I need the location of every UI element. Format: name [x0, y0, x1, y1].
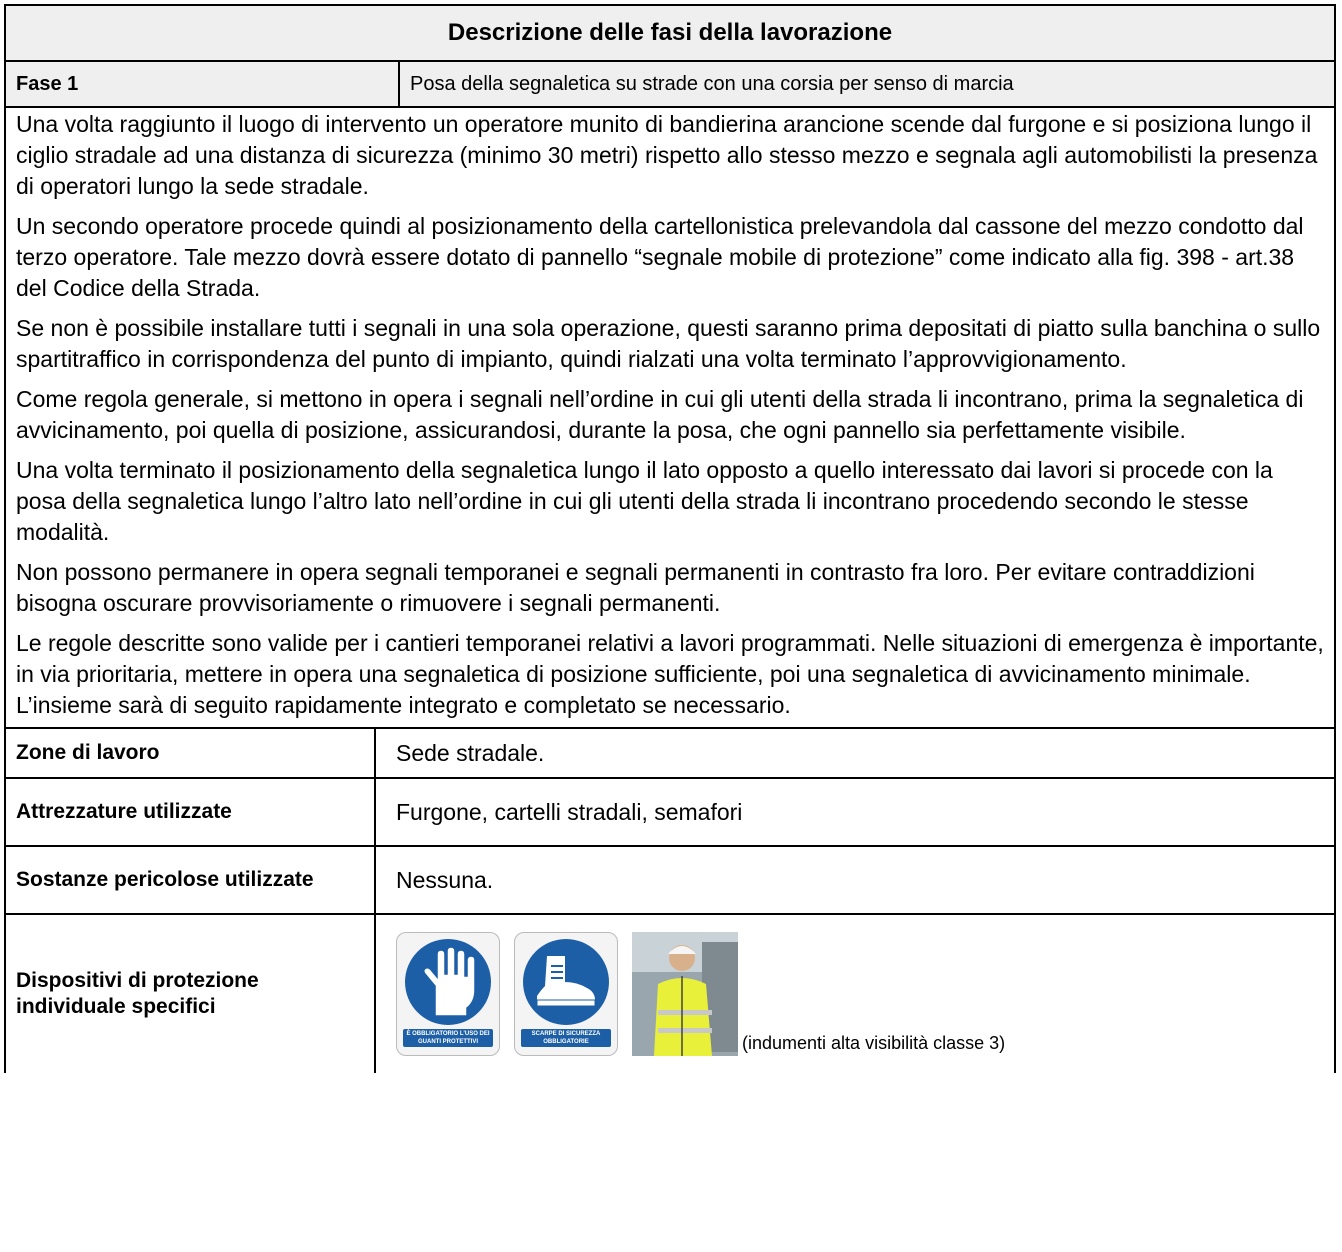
row-value: Furgone, cartelli stradali, semafori	[396, 798, 743, 825]
row-label: Attrezzature utilizzate	[6, 779, 376, 845]
paragraph: Non possono permanere in opera segnali temporanei e segnali permanenti in contrasto fra loro. Per evitare contraddizioni bisogna oscurare provvisoriamente o rimuovere i segnali permanenti.	[16, 559, 1255, 616]
row-value: Nessuna.	[396, 866, 494, 893]
row-value: Sede stradale.	[396, 739, 545, 766]
row-sostanze	[6, 847, 1334, 915]
document-title: Descrizione delle fasi della lavorazione	[6, 4, 1334, 62]
phase-document	[4, 4, 1336, 1073]
row-label: Sostanze pericolose utilizzate	[6, 847, 376, 913]
phase-description: Posa della segnaletica su strade con una corsia per senso di marcia	[410, 72, 1014, 95]
safety-shoes-icon	[533, 952, 599, 1012]
paragraph: Le regole descritte sono valide per i cantieri temporanei relativi a lavori programmati. Nelle situazioni di emergenza è importante, in via prioritaria, mettere in opera una segnaletica di posizione sufficiente, poi una segnaletica di avvicinamento minimale. L’insieme sarà di seguito rapidamente integrato e completato se necessario.	[16, 630, 1324, 718]
row-attrezzature	[6, 779, 1334, 847]
gloves-sign-caption: È OBBLIGATORIO L’USO DEI GUANTI PROTETTIVI	[403, 1029, 493, 1047]
row-label: Dispositivi di protezione individuale specifici	[6, 915, 376, 1073]
hi-vis-caption: (indumenti alta visibilità classe 3)	[742, 1033, 1006, 1053]
shoes-sign-caption: SCARPE DI SICUREZZA OBBLIGATORIE	[521, 1029, 611, 1047]
gloves-sign	[396, 932, 500, 1056]
row-label: Zone di lavoro	[6, 729, 376, 777]
safety-shoes-sign	[514, 932, 618, 1056]
dpi-images	[376, 915, 1334, 1073]
paragraph: Come regola generale, si mettono in opera i segnali nell’ordine in cui gli utenti della strada li incontrano, prima la segnaletica di avvicinamento, poi quella di posizione, assicurandosi, durante la posa, che ogni pannello sia perfettamente visibile.	[16, 386, 1304, 443]
paragraph: Una volta raggiunto il luogo di intervento un operatore munito di bandierina arancione scende dal furgone e si posiziona lungo il ciglio stradale ad una distanza di sicurezza (minimo 30 metri) rispetto allo stesso mezzo e segnala agli automobilisti la presenza di operatori lungo la sede stradale.	[16, 111, 1318, 199]
hi-vis-worker-photo	[632, 932, 738, 1056]
row-zone-di-lavoro	[6, 729, 1334, 779]
paragraph: Una volta terminato il posizionamento della segnaletica lungo il lato opposto a quello interessato dai lavori si procede con la posa della segnaletica lungo l’altro lato nell’ordine in cui gli utenti della strada li incontrano procedendo secondo le stesse modalità.	[16, 457, 1273, 545]
paragraph: Un secondo operatore procede quindi al posizionamento della cartellonistica prelevandola dal cassone del mezzo condotto dal terzo operatore. Tale mezzo dovrà essere dotato di pannello “segnale mobile di protezione” come indicato alla fig. 398 - art.38 del Codice della Strada.	[16, 213, 1304, 301]
gloves-icon	[417, 946, 479, 1018]
phase-label: Fase 1	[6, 62, 400, 106]
phase-description-body	[6, 108, 1334, 729]
paragraph: Se non è possibile installare tutti i segnali in una sola operazione, questi saranno prima depositati di piatto sulla banchina o sullo spartitraffico in corrispondenza del punto di impianto, quindi rialzati una volta terminato l’approvvigionamento.	[16, 315, 1321, 372]
row-dpi	[6, 915, 1334, 1073]
phase-row	[6, 62, 1334, 108]
